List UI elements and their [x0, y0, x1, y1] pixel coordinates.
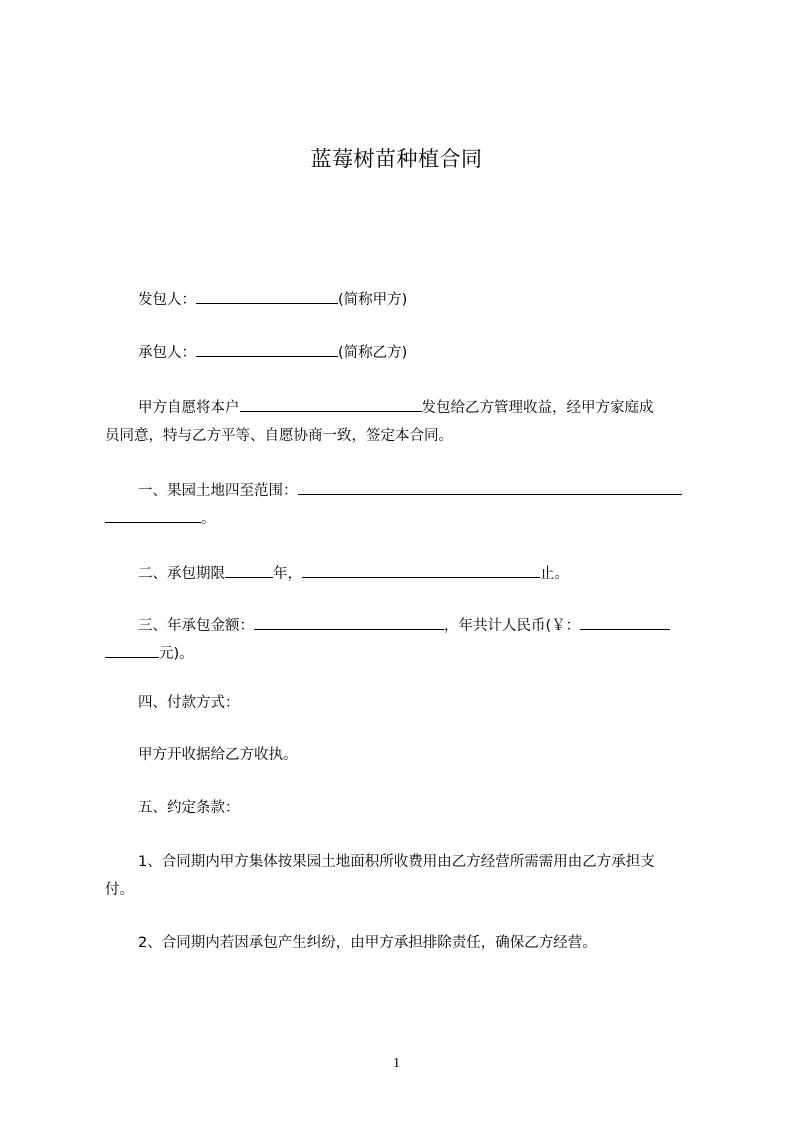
section-2-label: 二、承包期限: [138, 566, 225, 582]
party-a-note: (简称甲方): [338, 292, 408, 308]
section-1-blank-2: [105, 508, 201, 523]
section-2-end: 止。: [540, 566, 569, 582]
section-3-label: 三、年承包金额：: [138, 618, 254, 634]
party-a-label: 发包人：: [138, 292, 196, 308]
section-3-amount-blank: [254, 615, 444, 630]
section-1-label: 一、果园土地四至范围：: [138, 483, 298, 499]
page-number: 1: [393, 1056, 400, 1071]
section-2-line: [105, 560, 738, 588]
section-4-heading: 四、付款方式：: [138, 695, 240, 711]
section-3-mid: ，年共计人民币(￥：: [444, 618, 581, 634]
section-5-heading: 五、约定条款：: [138, 800, 240, 816]
clause-2-line: 2、合同期内若因承包产生纠纷，由甲方承担排除责任，确保乙方经营。: [138, 935, 597, 951]
payment-text: 甲方开收据给乙方收执。: [138, 747, 298, 763]
section-2-date-blank: [302, 563, 540, 578]
intro-before: 甲方自愿将本户: [138, 400, 240, 416]
party-b-line: [105, 339, 738, 367]
clause-1-line-2: 付。: [105, 882, 134, 898]
section-3-line-1: [105, 612, 738, 640]
section-3-total-blank-2: [105, 643, 159, 658]
section-1-line-2: [105, 505, 705, 533]
section-1-line-1: [105, 477, 738, 505]
section-2-year: 年，: [273, 566, 302, 582]
section-3-line-2: [105, 640, 705, 668]
section-3-total-blank: [580, 615, 670, 630]
section-3-end: 元)。: [159, 646, 194, 662]
intro-after: 发包给乙方管理收益，经甲方家庭成: [421, 400, 654, 416]
party-b-note: (简称乙方): [338, 345, 408, 361]
party-a-line: [105, 286, 738, 314]
party-b-blank: [196, 342, 338, 357]
page-title: 蓝莓树苗种植合同: [310, 147, 483, 171]
section-1-blank: [298, 480, 682, 495]
intro-blank: [240, 397, 422, 412]
section-1-end: 。: [201, 511, 216, 527]
party-b-label: 承包人：: [138, 345, 196, 361]
intro-line-2: 员同意，特与乙方平等、自愿协商一致，签定本合同。: [105, 428, 453, 444]
party-a-blank: [196, 289, 338, 304]
section-2-years-blank: [225, 563, 273, 578]
clause-1-line-1: 1、合同期内甲方集体按果园土地面积所收费用由乙方经营所需需用由乙方承担支: [138, 854, 655, 870]
intro-line-1: [105, 394, 738, 422]
